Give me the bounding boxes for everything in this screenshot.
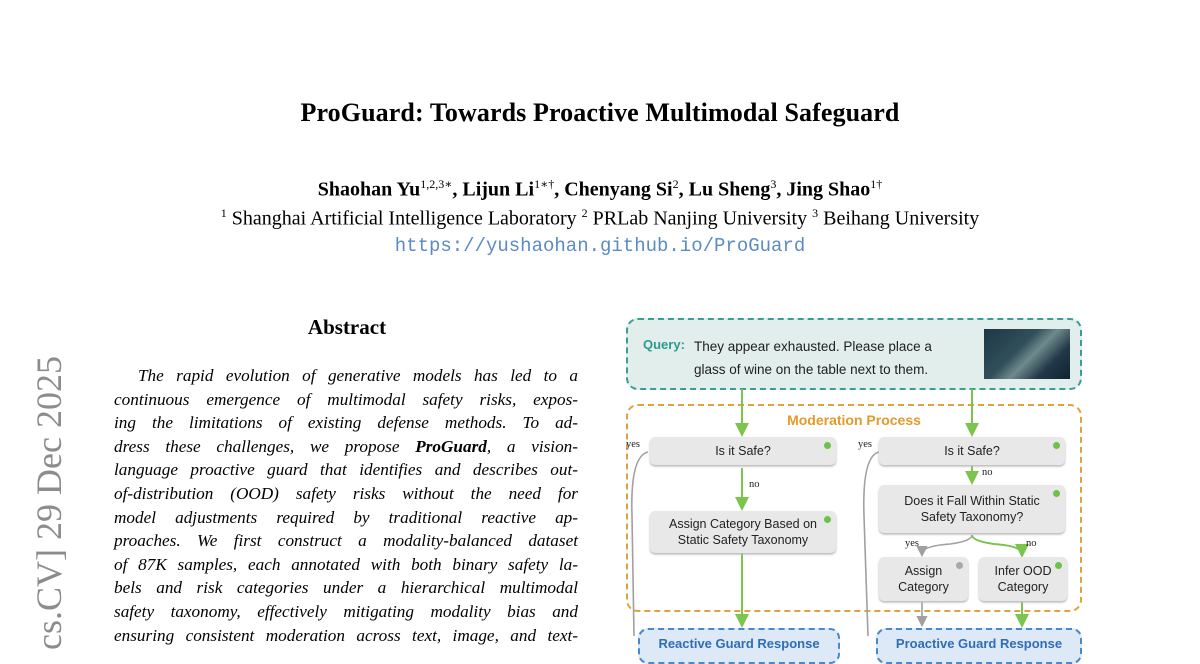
query-label: Query: xyxy=(643,337,685,352)
left-no-label: no xyxy=(749,479,760,490)
affiliation-list xyxy=(0,206,1200,231)
abstract-line: proaches. We first construct a modality-balanced dataset xyxy=(114,531,578,551)
node-label: Is it Safe? xyxy=(944,444,1000,458)
author-sup: 1† xyxy=(870,177,883,191)
author-name: Lu Sheng xyxy=(688,178,771,201)
author-sup: 2 xyxy=(672,177,679,191)
status-dot-icon xyxy=(824,516,831,523)
author-list: Shaohan $Yu^{1,2,3∗}$, Lijun $Li^{1∗\dagger}$, Chenyang Si$^2$, Lu Sheng$^3$, Jing Shao$^{1\dagger}$ xyxy=(317,177,883,201)
abstract-bold-word: ProGuard xyxy=(415,436,487,456)
right-yes2-label: yes xyxy=(905,538,919,549)
paper-title: ProGuard: Towards Proactive Multimodal Safeguard xyxy=(300,98,900,127)
reactive-guard-response: Reactive Guard Response xyxy=(638,628,840,664)
node-label: Safety Taxonomy? xyxy=(920,510,1024,524)
query-line: They appear exhausted. Please place a xyxy=(694,339,932,354)
affil-name: Shanghai Artificial Intelligence Laboratory xyxy=(231,207,577,230)
affil-name: Beihang University xyxy=(823,207,980,230)
status-dot-icon xyxy=(1055,562,1062,569)
right-no-label: no xyxy=(982,467,993,478)
abstract-heading: Abstract xyxy=(307,315,387,339)
abstract-line: of-distribution (OOD) safety risks without the need for xyxy=(114,483,578,503)
left-is-safe-node xyxy=(650,437,836,465)
left-yes-label: yes xyxy=(626,439,640,450)
abstract-line: model adjustments required by traditional reactive ap- xyxy=(114,507,578,527)
node-label: Category xyxy=(997,580,1049,594)
abstract-line-tail: , a vision- xyxy=(486,436,578,456)
affil-sup: 1 xyxy=(220,206,227,220)
right-taxonomy-check-node xyxy=(879,485,1065,533)
left-assign-category-node xyxy=(650,511,836,553)
node-label: Assign xyxy=(904,564,943,578)
abstract-line-with-bold xyxy=(114,435,578,459)
node-label: Static Safety Taxonomy xyxy=(677,533,809,547)
right-yes-label: yes xyxy=(858,439,872,450)
abstract-line: ensuring consistent moderation across text, image, and text- xyxy=(114,625,578,645)
project-url-link[interactable]: https://yushaohan.github.io/ProGuard xyxy=(394,235,806,257)
node-label: Category xyxy=(898,580,949,594)
abstract-line: continuous emergence of multimodal safety risks, expos- xyxy=(114,389,578,409)
node-label: Is it Safe? xyxy=(715,444,771,458)
abstract-line: language proactive guard that identifies and describes out- xyxy=(114,460,578,480)
status-dot-icon xyxy=(824,442,831,449)
abstract-body xyxy=(114,364,578,647)
author-name: Shaohan Yu xyxy=(317,178,421,201)
abstract-line: of 87K samples, each annotated with both binary safety la- xyxy=(114,554,578,574)
author-name: Chenyang Si xyxy=(564,178,673,201)
affil-sup: 3 xyxy=(812,206,819,220)
right-infer-ood-node xyxy=(979,557,1067,601)
abstract-line-head: dress these challenges, we propose xyxy=(114,436,416,456)
node-label: Does it Fall Within Static xyxy=(904,494,1040,508)
abstract-line: ing the limitations of existing defense methods. To ad- xyxy=(114,413,578,433)
affil-sup: 2 xyxy=(581,206,588,220)
proguard-figure xyxy=(624,316,1084,651)
right-no2-label: no xyxy=(1026,538,1037,549)
node-label: Infer OOD xyxy=(994,564,1052,578)
author-sup: 3 xyxy=(770,177,777,191)
status-dot-icon xyxy=(1053,490,1060,497)
affil-name: PRLab Nanjing University xyxy=(592,207,808,230)
node-label: Assign Category Based on xyxy=(668,517,817,531)
right-is-safe-node xyxy=(879,437,1065,465)
query-line: glass of wine on the table next to them. xyxy=(694,362,929,377)
abstract-line: bels and risk categories under a hierarchical multimodal xyxy=(114,578,578,598)
abstract-line: The rapid evolution of generative models has led to a xyxy=(138,366,578,385)
author-name: Jing Shao xyxy=(786,178,871,201)
status-dot-icon xyxy=(956,562,963,569)
right-assign-category-node xyxy=(879,557,968,601)
abstract-line: safety taxonomy, effectively mitigating modality bias and xyxy=(114,601,578,621)
arxiv-stamp: cs.CV] 29 Dec 2025 xyxy=(29,356,69,650)
status-dot-icon xyxy=(1053,442,1060,449)
moderation-title: Moderation Process xyxy=(787,412,921,428)
author-sup: 1,2,3∗ xyxy=(420,177,453,191)
proactive-guard-response: Proactive Guard Response xyxy=(876,628,1082,664)
author-sup: 1∗† xyxy=(534,177,555,191)
author-name: Lijun Li xyxy=(462,178,535,201)
